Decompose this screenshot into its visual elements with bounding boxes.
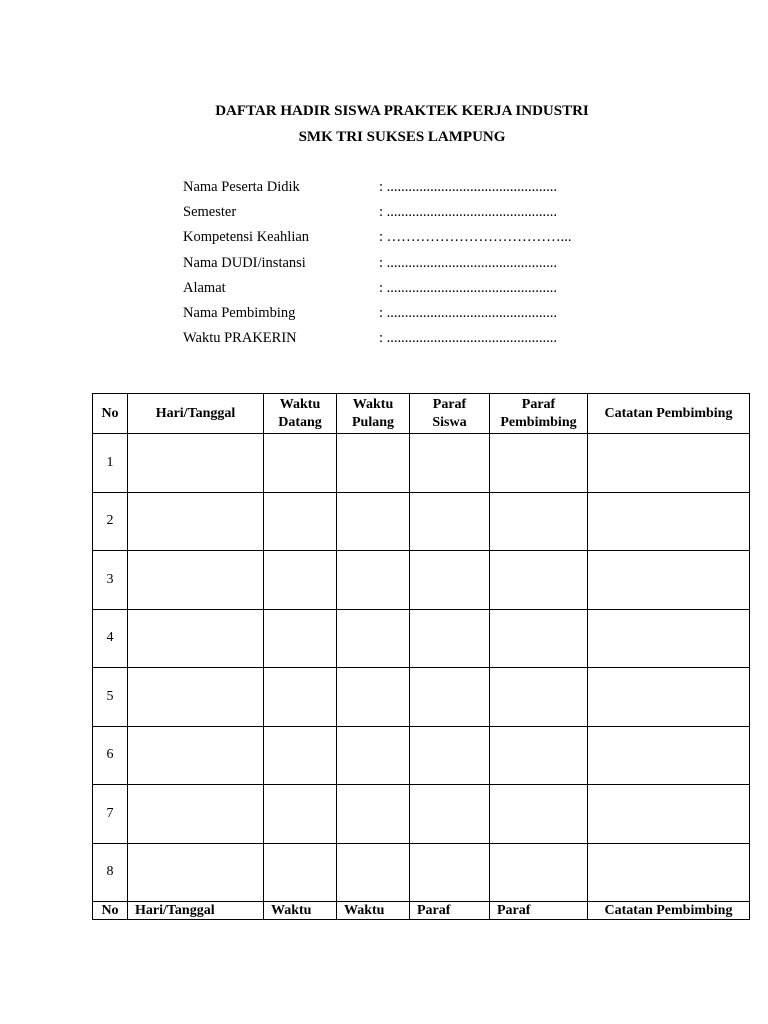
info-value-blank: : ............................................... [379, 330, 558, 347]
info-label: Nama DUDI/instansi [183, 254, 306, 271]
cell-hari-tanggal[interactable] [128, 609, 264, 668]
cell-paraf-pembimbing[interactable] [490, 668, 588, 727]
header-catatan-pembimbing: Catatan Pembimbing [588, 394, 750, 434]
cell-waktu-datang[interactable] [264, 668, 337, 727]
table-row [93, 785, 750, 844]
cell-paraf-siswa[interactable] [410, 492, 490, 551]
header-waktu-datang: Waktu Datang [264, 394, 337, 434]
cell-paraf-siswa[interactable] [410, 668, 490, 727]
info-value-blank: : ............................................... [379, 179, 558, 195]
table-row [93, 551, 750, 610]
cell-waktu-datang[interactable] [264, 434, 337, 493]
cell-paraf-siswa[interactable] [410, 785, 490, 844]
info-label: Nama Peserta Didik [183, 179, 300, 195]
row-number: 4 [93, 609, 128, 668]
cell-hari-tanggal[interactable] [128, 843, 264, 902]
cell-paraf-pembimbing[interactable] [490, 726, 588, 785]
cell-hari-tanggal[interactable] [128, 668, 264, 727]
cell-waktu-datang[interactable] [264, 785, 337, 844]
info-value-blank: : ............................................... [379, 204, 558, 221]
cell-paraf-pembimbing[interactable] [490, 492, 588, 551]
info-value-blank: : ………………………………... [379, 229, 572, 246]
info-label: Alamat [183, 279, 226, 296]
cell-paraf-siswa[interactable] [410, 843, 490, 902]
cell-catatan-pembimbing[interactable] [588, 843, 750, 902]
cell-paraf-pembimbing[interactable] [490, 551, 588, 610]
table-header-row [93, 394, 750, 434]
header-paraf-pembimbing: Paraf Pembimbing [490, 394, 588, 434]
cell-waktu-datang[interactable] [264, 843, 337, 902]
cell-waktu-datang[interactable] [264, 551, 337, 610]
row-number: 5 [93, 668, 128, 727]
table-row [93, 609, 750, 668]
row-number: 3 [93, 551, 128, 610]
cell-paraf-pembimbing[interactable] [490, 434, 588, 493]
cell-catatan-pembimbing[interactable] [588, 726, 750, 785]
info-label: Semester [183, 204, 237, 221]
cell-waktu-pulang[interactable] [337, 492, 410, 551]
cell-hari-tanggal[interactable] [128, 785, 264, 844]
cell-hari-tanggal[interactable] [128, 492, 264, 551]
row-number: 6 [93, 726, 128, 785]
cell-paraf-pembimbing[interactable] [490, 843, 588, 902]
table-row [93, 726, 750, 785]
footer-catatan-pembimbing: Catatan Pembimbing [588, 902, 750, 920]
table-row [93, 843, 750, 902]
info-label: Kompetensi Keahlian [183, 229, 310, 246]
cell-catatan-pembimbing[interactable] [588, 492, 750, 551]
row-number: 2 [93, 492, 128, 551]
cell-waktu-datang[interactable] [264, 609, 337, 668]
cell-waktu-pulang[interactable] [337, 551, 410, 610]
footer-no: No [93, 902, 128, 920]
info-value-blank: : ............................................... [379, 254, 558, 271]
table-footer-row [93, 902, 750, 920]
cell-catatan-pembimbing[interactable] [588, 551, 750, 610]
footer-paraf: Paraf [490, 902, 588, 920]
cell-waktu-datang[interactable] [264, 726, 337, 785]
school-name: SMK TRI SUKSES LAMPUNG [298, 129, 506, 145]
cell-waktu-pulang[interactable] [337, 785, 410, 844]
info-value-blank: : ............................................... [379, 279, 558, 296]
table-row [93, 434, 750, 493]
footer-waktu: Waktu [264, 902, 337, 920]
header-waktu-pulang: Waktu Pulang [337, 394, 410, 434]
attendance-table [92, 393, 750, 920]
header-paraf-siswa: Paraf Siswa [410, 394, 490, 434]
cell-catatan-pembimbing[interactable] [588, 668, 750, 727]
footer-hari-tanggal: Hari/Tanggal [128, 902, 264, 920]
cell-waktu-pulang[interactable] [337, 843, 410, 902]
cell-catatan-pembimbing[interactable] [588, 434, 750, 493]
footer-waktu: Waktu [337, 902, 410, 920]
cell-catatan-pembimbing[interactable] [588, 785, 750, 844]
cell-waktu-pulang[interactable] [337, 668, 410, 727]
info-value-blank: : ............................................... [379, 304, 558, 321]
header-hari-tanggal: Hari/Tanggal [128, 394, 264, 434]
cell-waktu-pulang[interactable] [337, 609, 410, 668]
cell-hari-tanggal[interactable] [128, 434, 264, 493]
cell-paraf-pembimbing[interactable] [490, 609, 588, 668]
cell-catatan-pembimbing[interactable] [588, 609, 750, 668]
cell-hari-tanggal[interactable] [128, 726, 264, 785]
row-number: 7 [93, 785, 128, 844]
table-row [93, 492, 750, 551]
row-number: 8 [93, 843, 128, 902]
cell-paraf-pembimbing[interactable] [490, 785, 588, 844]
cell-paraf-siswa[interactable] [410, 609, 490, 668]
document-title: DAFTAR HADIR SISWA PRAKTEK KERJA INDUSTRI [215, 103, 589, 119]
info-label: Waktu PRAKERIN [183, 330, 297, 347]
cell-paraf-siswa[interactable] [410, 434, 490, 493]
cell-waktu-pulang[interactable] [337, 434, 410, 493]
footer-paraf: Paraf [410, 902, 490, 920]
info-label: Nama Pembimbing [183, 304, 296, 321]
row-number: 1 [93, 434, 128, 493]
cell-paraf-siswa[interactable] [410, 726, 490, 785]
cell-paraf-siswa[interactable] [410, 551, 490, 610]
cell-waktu-datang[interactable] [264, 492, 337, 551]
cell-waktu-pulang[interactable] [337, 726, 410, 785]
cell-hari-tanggal[interactable] [128, 551, 264, 610]
table-row [93, 668, 750, 727]
header-no: No [93, 394, 128, 434]
